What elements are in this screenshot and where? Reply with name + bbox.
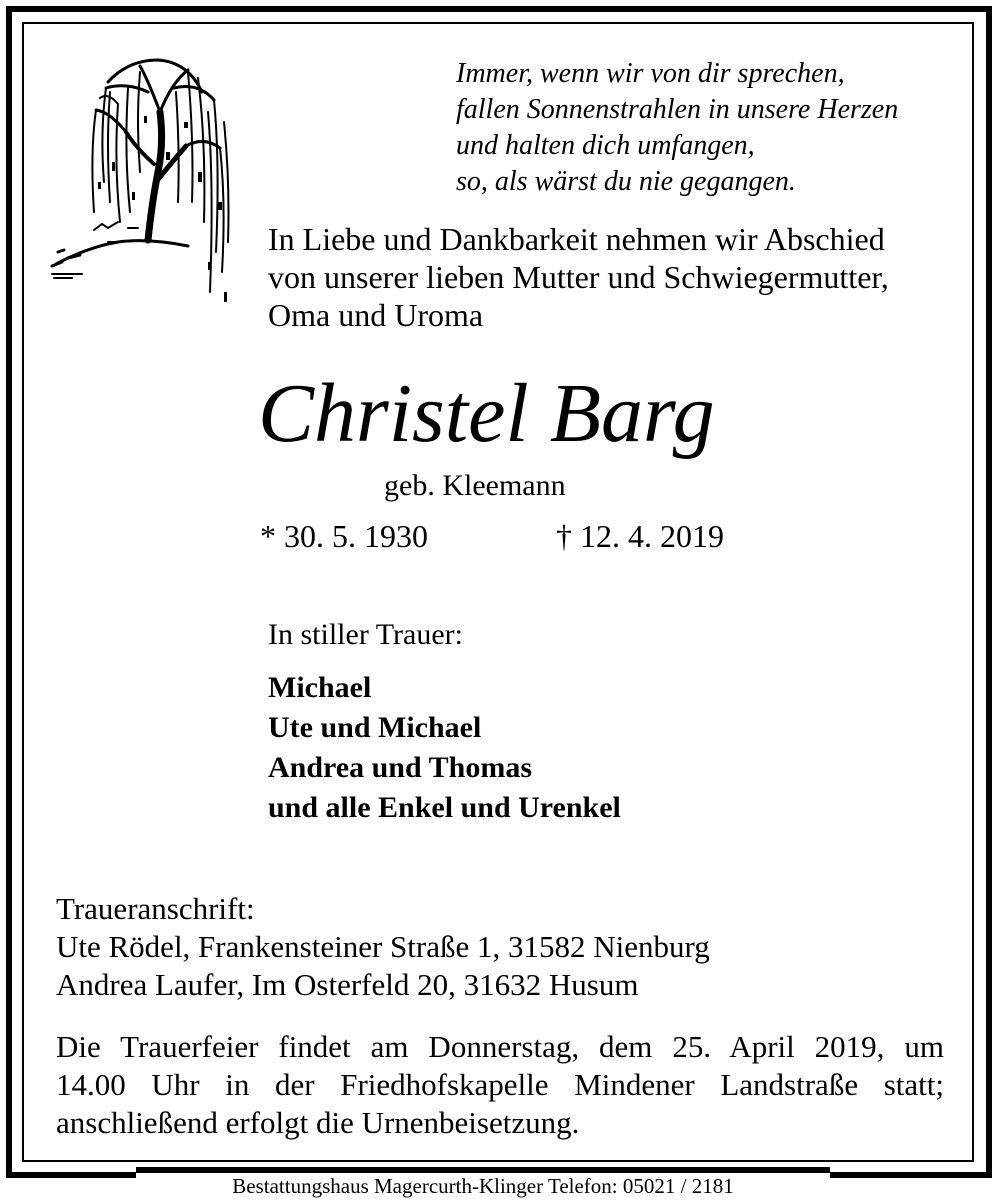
poem bbox=[456, 56, 956, 200]
poem-line: fallen Sonnenstrahlen in unsere Herzen bbox=[456, 94, 899, 125]
ceremony-line: anschließend erfolgt die Urnenbeisetzung. bbox=[56, 1105, 580, 1140]
address-line: Andrea Laufer, Im Osterfeld 20, 31632 Husum bbox=[56, 967, 639, 1002]
poem-line: und halten dich umfangen, bbox=[456, 130, 755, 161]
mourning-label: In stiller Trauer: bbox=[268, 618, 463, 651]
maiden-name: geb. Kleemann bbox=[384, 469, 566, 502]
willow-tree-icon bbox=[48, 52, 238, 314]
family-member: Michael bbox=[268, 671, 372, 704]
ceremony-line: 14.00 Uhr in der Friedhofskapelle Mindener Landstraße statt; bbox=[56, 1067, 944, 1102]
family-member: und alle Enkel und Urenkel bbox=[268, 791, 621, 824]
intro-line: von unserer lieben Mutter und Schwiegermutter, bbox=[268, 259, 889, 295]
death-date: † 12. 4. 2019 bbox=[556, 518, 724, 554]
ceremony-line: Die Trauerfeier findet am Donnerstag, dem 25. April 2019, um bbox=[56, 1029, 944, 1064]
poem-line: Immer, wenn wir von dir sprechen, bbox=[456, 58, 845, 89]
family-list bbox=[268, 668, 621, 828]
family-member: Andrea und Thomas bbox=[268, 751, 532, 784]
funeral-home-footer: Bestattungshaus Magercurth-Klinger Telefon: 05021 / 2181 bbox=[136, 1173, 830, 1200]
intro-text bbox=[268, 220, 968, 334]
intro-line: In Liebe und Dankbarkeit nehmen wir Abschied bbox=[268, 221, 885, 257]
family-member: Ute und Michael bbox=[268, 711, 482, 744]
intro-line: Oma und Uroma bbox=[268, 297, 484, 333]
address-label: Traueranschrift: bbox=[56, 891, 255, 926]
ceremony-info bbox=[56, 1028, 944, 1142]
poem-line: so, als wärst du nie gegangen. bbox=[456, 166, 796, 197]
deceased-name: Christel Barg bbox=[258, 367, 715, 460]
mourning-address bbox=[56, 890, 710, 1004]
birth-date: * 30. 5. 1930 bbox=[260, 518, 428, 554]
address-line: Ute Rödel, Frankensteiner Straße 1, 31582 Nienburg bbox=[56, 929, 710, 964]
